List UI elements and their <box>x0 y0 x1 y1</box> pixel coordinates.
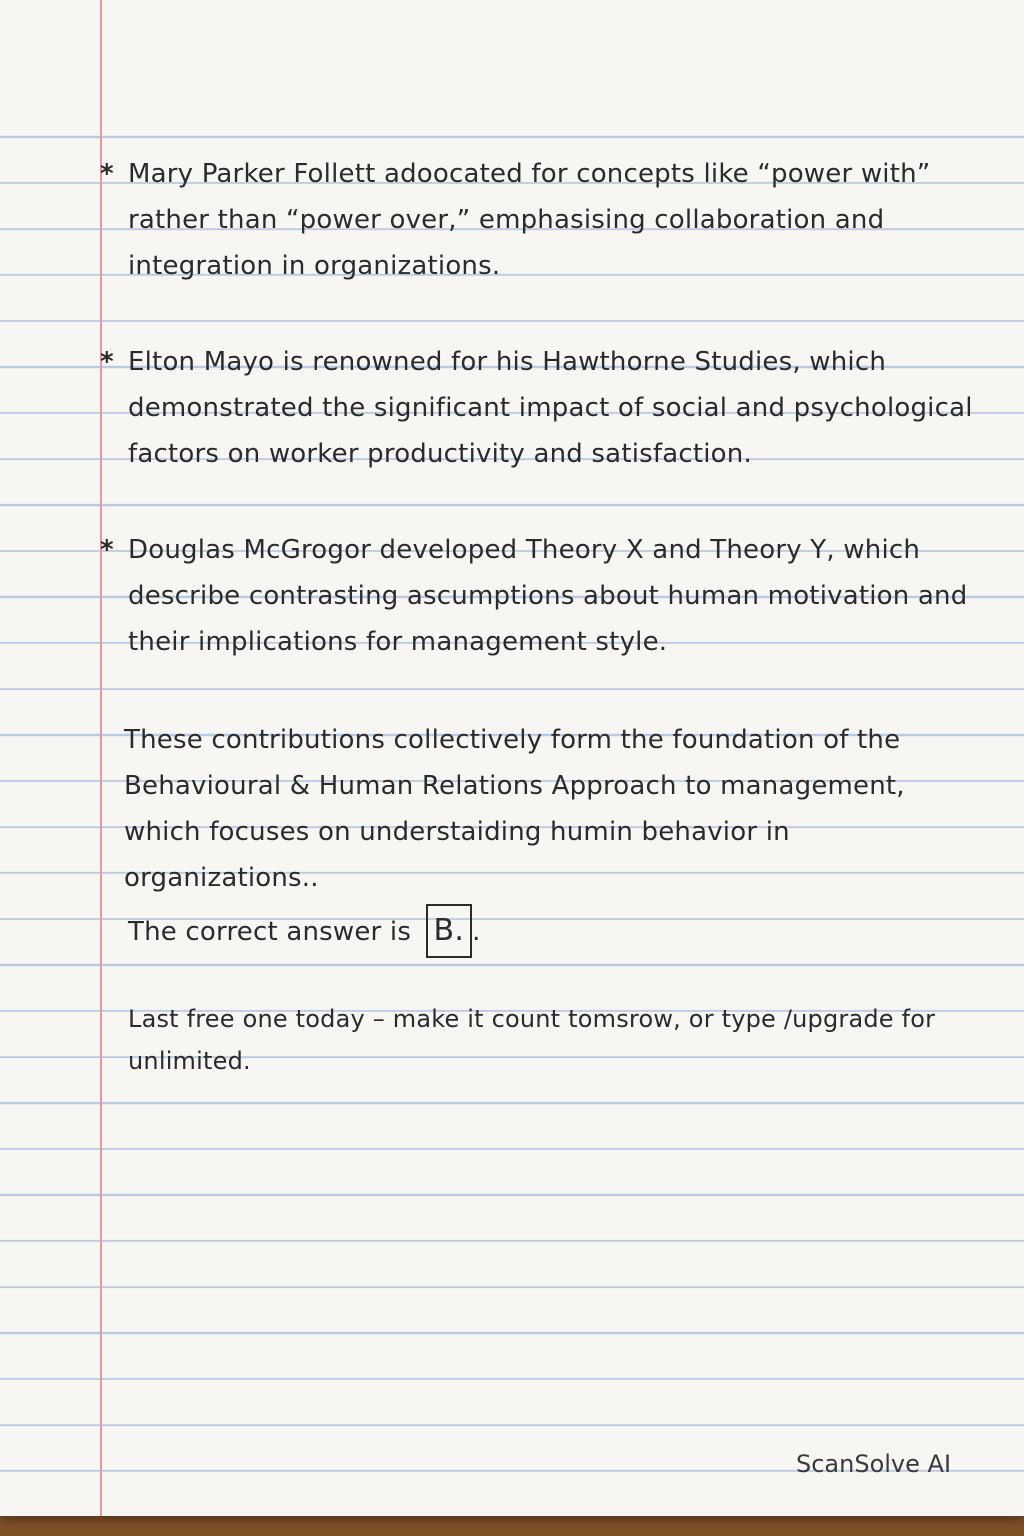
note-text: Mary Parker Follett adoocated for concepts like “power with” rather than “power over,” emphasising collaboration and integration in organizations. <box>128 159 931 281</box>
answer-suffix: . <box>472 917 481 947</box>
note-text: Douglas McGrogor developed Theory X and Theory Y, which describe contrasting ascumptions about human motivation and their implications for management style. <box>128 535 968 657</box>
bullet-marker: * <box>100 159 114 189</box>
answer-prefix: The correct answer is <box>128 917 412 947</box>
summary-paragraph: These contributions collectively form the foundation of the Behavioural & Human Relations Approach to management, which focuses on understaiding humin behavior in organizations.. <box>124 725 905 893</box>
bullet-marker: * <box>100 535 114 565</box>
brand-watermark: ScanSolve AI <box>796 1450 952 1478</box>
note-item <box>100 151 980 289</box>
note-item <box>100 527 980 665</box>
upgrade-promo: Last free one today – make it count tomsrow, or type /upgrade for unlimited. <box>128 1005 936 1075</box>
answer-line <box>128 904 828 958</box>
answer-box: B. <box>426 904 473 958</box>
bullet-marker: * <box>100 347 114 377</box>
note-text: Elton Mayo is renowned for his Hawthorne Studies, which demonstrated the significant impact of social and psychological factors on worker productivity and satisfaction. <box>128 347 973 469</box>
note-item <box>100 339 980 477</box>
